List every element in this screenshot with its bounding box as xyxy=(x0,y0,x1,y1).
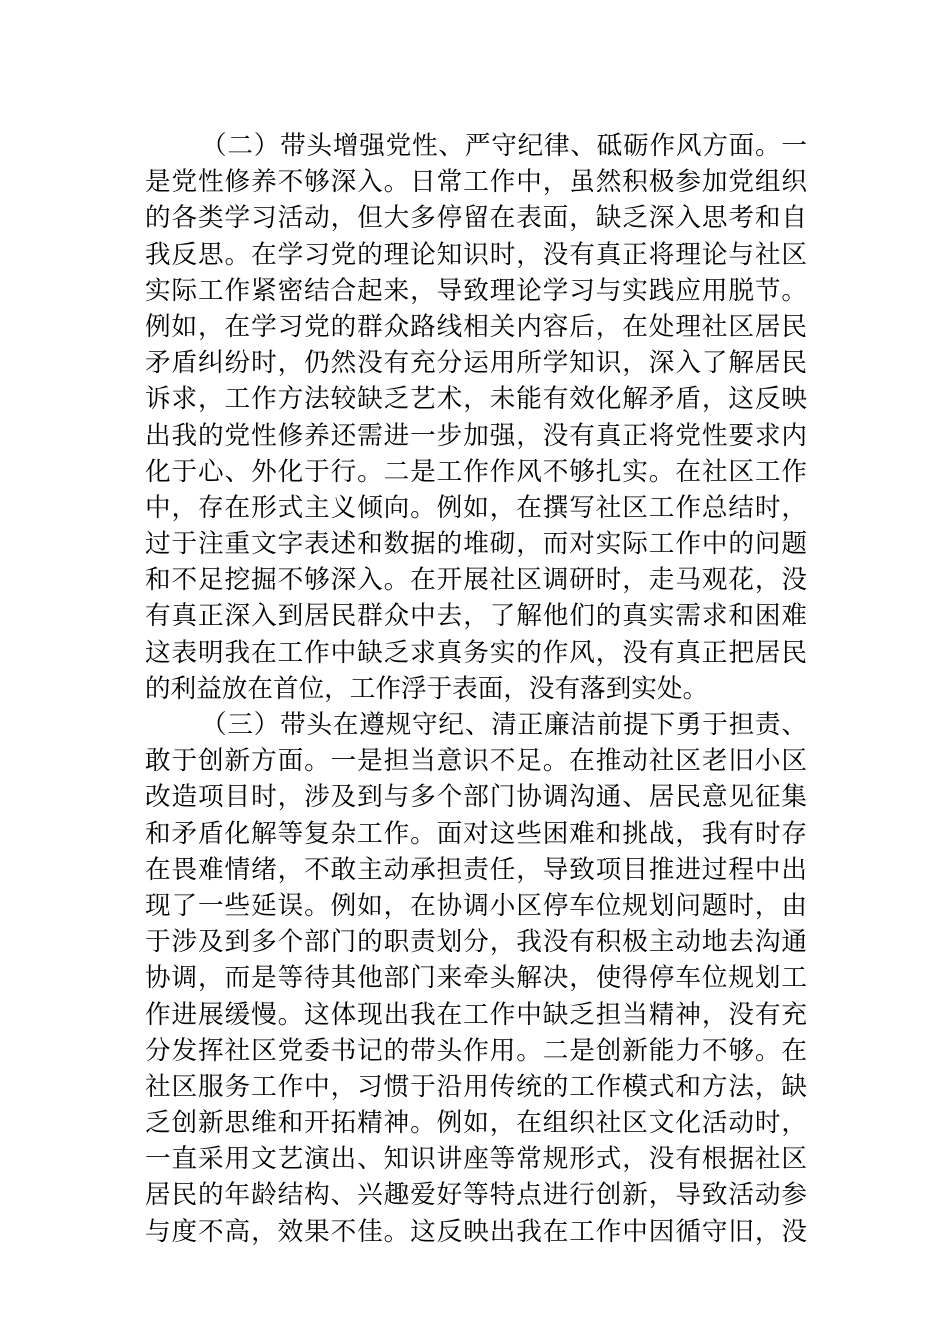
text-line: 现了一些延误。例如，在协调小区停车位规划问题时，由 xyxy=(145,890,807,921)
text-line: 的各类学习活动，但大多停留在表面，缺乏深入思考和自 xyxy=(145,203,807,234)
text-line: 与度不高，效果不佳。这反映出我在工作中因循守旧，没 xyxy=(145,1216,807,1247)
text-line: （二）带头增强党性、严守纪律、砥砺作风方面。一 xyxy=(201,131,807,161)
text-line: 敢于创新方面。一是担当意识不足。在推动社区老旧小区 xyxy=(145,746,807,777)
document-body xyxy=(145,128,807,1250)
text-line: 诉求，工作方法较缺乏艺术，未能有效化解矛盾，这反映 xyxy=(145,384,807,415)
text-line: 作进展缓慢。这体现出我在工作中缺乏担当精神，没有充 xyxy=(145,999,807,1030)
text-line: 和矛盾化解等复杂工作。面对这些困难和挑战，我有时存 xyxy=(145,818,807,849)
text-line: 分发挥社区党委书记的带头作用。二是创新能力不够。在 xyxy=(145,1035,807,1066)
text-line: 在畏难情绪，不敢主动承担责任，导致项目推进过程中出 xyxy=(145,854,807,885)
text-line: 出我的党性修养还需进一步加强，没有真正将党性要求内 xyxy=(145,420,807,451)
text-line: 和不足挖掘不够深入。在开展社区调研时，走马观花，没 xyxy=(145,565,807,596)
text-line: 社区服务工作中，习惯于沿用传统的工作模式和方法，缺 xyxy=(145,1071,807,1102)
text-line: 一直采用文艺演出、知识讲座等常规形式，没有根据社区 xyxy=(145,1144,807,1175)
text-line: 实际工作紧密结合起来，导致理论学习与实践应用脱节。 xyxy=(145,275,807,306)
text-line: 乏创新思维和开拓精神。例如，在组织社区文化活动时， xyxy=(145,1108,807,1139)
text-line: 是党性修养不够深入。日常工作中，虽然积极参加党组织 xyxy=(145,167,807,198)
text-line: 例如，在学习党的群众路线相关内容后，在处理社区居民 xyxy=(145,311,807,342)
text-line: 这表明我在工作中缺乏求真务实的作风，没有真正把居民 xyxy=(145,637,807,668)
text-line: 于涉及到多个部门的职责划分，我没有积极主动地去沟通 xyxy=(145,927,807,958)
text-line: 协调，而是等待其他部门来牵头解决，使得停车位规划工 xyxy=(145,963,807,994)
text-line: 化于心、外化于行。二是工作作风不够扎实。在社区工作 xyxy=(145,456,807,487)
text-line: 我反思。在学习党的理论知识时，没有真正将理论与社区 xyxy=(145,239,807,270)
text-line: 矛盾纠纷时，仍然没有充分运用所学知识，深入了解居民 xyxy=(145,348,807,379)
text-line: （三）带头在遵规守纪、清正廉洁前提下勇于担责、 xyxy=(201,710,807,740)
text-line: 改造项目时，涉及到与多个部门协调沟通、居民意见征集 xyxy=(145,782,807,813)
text-line: 居民的年龄结构、兴趣爱好等特点进行创新，导致活动参 xyxy=(145,1180,807,1211)
text-line: 过于注重文字表述和数据的堆砌，而对实际工作中的问题 xyxy=(145,529,807,560)
text-line: 有真正深入到居民群众中去，了解他们的真实需求和困难 xyxy=(145,601,807,632)
text-line: 中，存在形式主义倾向。例如，在撰写社区工作总结时， xyxy=(145,492,807,523)
text-line: 的利益放在首位，工作浮于表面，没有落到实处。 xyxy=(145,673,709,704)
